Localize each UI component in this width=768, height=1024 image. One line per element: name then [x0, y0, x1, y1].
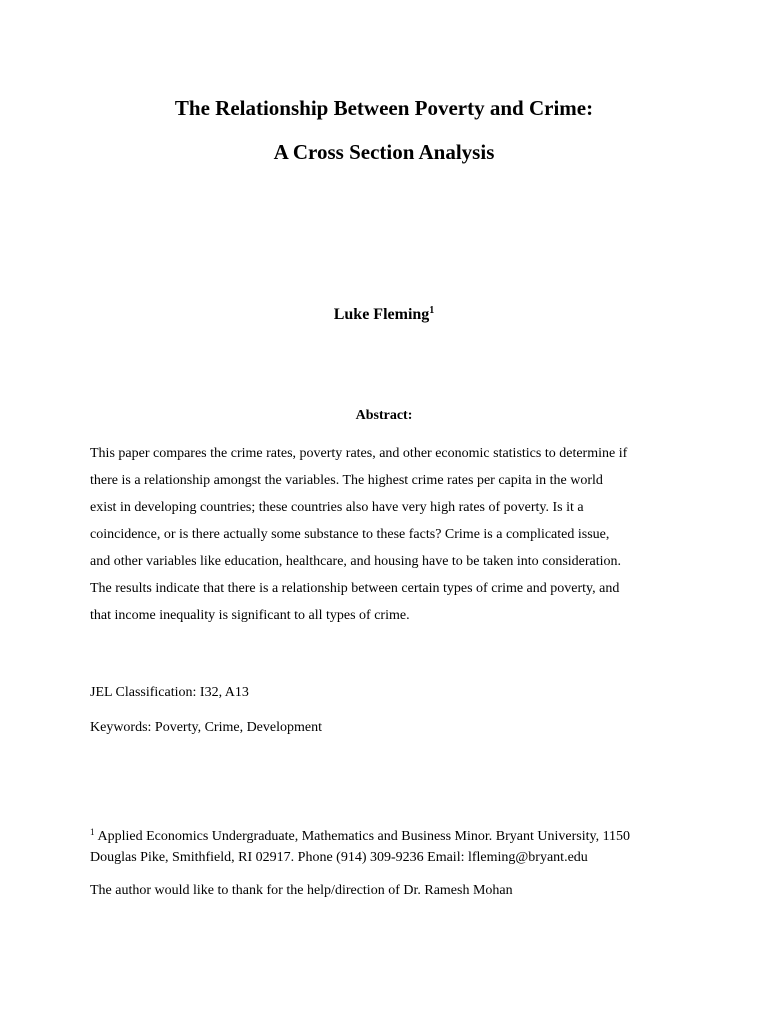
footnote-text-1: Applied Economics Undergraduate, Mathematics and Business Minor. Bryant University, 1150 — [97, 829, 631, 844]
jel-classification: JEL Classification: I32, A13 — [90, 685, 249, 700]
abstract-line: The results indicate that there is a relationship between certain types of crime and poverty, and — [90, 581, 620, 596]
footnote-line-2: Douglas Pike, Smithfield, RI 02917. Phone (914) 309-9236 Email: lfleming@bryant.edu — [90, 850, 588, 865]
title-line-1: The Relationship Between Poverty and Crime: — [174, 96, 594, 120]
abstract-line: that income inequality is significant to all types of crime. — [90, 608, 410, 623]
acknowledgement: The author would like to thank for the help/direction of Dr. Ramesh Mohan — [90, 883, 513, 898]
abstract-body — [90, 440, 690, 629]
abstract-line: there is a relationship amongst the variables. The highest crime rates per capita in the world — [90, 473, 603, 488]
abstract-line: coincidence, or is there actually some substance to these facts? Crime is a complicated issue, — [90, 527, 610, 542]
abstract-line: This paper compares the crime rates, poverty rates, and other economic statistics to determine if — [90, 446, 628, 461]
keywords: Keywords: Poverty, Crime, Development — [90, 720, 322, 735]
author-name: Luke Fleming — [333, 306, 430, 323]
author — [0, 305, 768, 325]
abstract-heading: Abstract: — [355, 408, 413, 423]
abstract-line: and other variables like education, healthcare, and housing have to be taken into consideration. — [90, 554, 622, 569]
footnote-mark: 1 — [90, 827, 95, 837]
title-line-2: A Cross Section Analysis — [273, 140, 495, 164]
author-footnote-mark: 1 — [429, 305, 435, 316]
abstract-line: exist in developing countries; these countries also have very high rates of poverty. Is it a — [90, 500, 584, 515]
footnote — [90, 826, 700, 868]
footnote-line-1 — [90, 826, 700, 847]
